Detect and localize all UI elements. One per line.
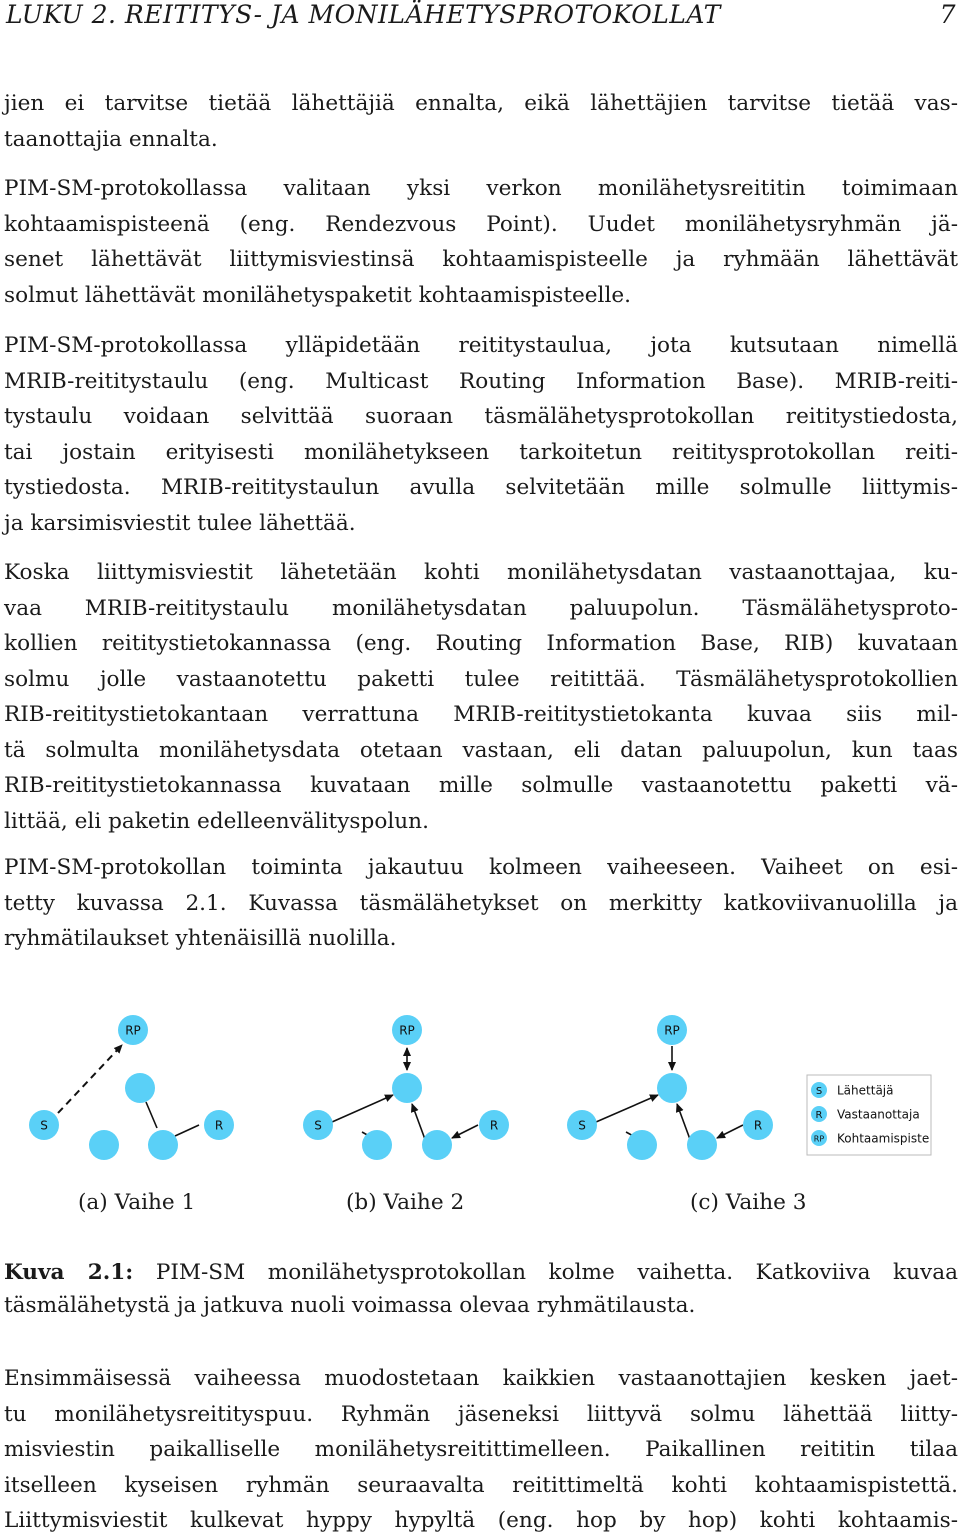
router-node	[125, 1073, 155, 1103]
text-line: kohtaamispisteenä (eng. Rendezvous Point). Uudet monilähetysryhmän jä-	[4, 211, 958, 237]
join-arrow	[452, 1125, 478, 1138]
caption-line	[4, 1256, 958, 1289]
router-node	[422, 1130, 452, 1160]
edge	[175, 1125, 199, 1136]
legend-text: Kohtaamispiste	[837, 1131, 930, 1146]
paragraph-5	[4, 850, 958, 957]
text-line: solmut lähettävät monilähetyspaketit kohtaamispisteelle.	[4, 282, 632, 308]
text-line: tetty kuvassa 2.1. Kuvassa täsmälähetykset on merkitty katkoviivanuolilla ja	[4, 890, 958, 916]
receiver-label: R	[489, 1118, 499, 1133]
figure-legend	[807, 1075, 931, 1155]
text-line: tä solmulta monilähetysdata otetaan vastaan, eli datan paluupolun, kun taas	[4, 737, 958, 763]
sender-label: S	[578, 1118, 586, 1133]
paragraph-2	[4, 171, 958, 313]
caption-line: täsmälähetystä ja jatkuva nuoli voimassa olevaa ryhmätilausta.	[4, 1293, 696, 1318]
receiver-label: R	[753, 1118, 763, 1133]
text-line: tai jostain erityisesti monilähetykseen tarkoitetun reititysprotokollan reiti-	[4, 439, 958, 465]
text-line: RIB-reititystietokannassa kuvataan mille solmulle vastaanotettu paketti vä-	[4, 773, 958, 798]
text-line: PIM-SM-protokollan toiminta jakautuu kolmeen vaiheeseen. Vaiheet on esi-	[4, 855, 958, 880]
text-line: tu monilähetysreitityspuu. Ryhmän jäseneksi liittyvä solmu lähettää liitty-	[4, 1401, 958, 1427]
router-node	[687, 1130, 717, 1160]
paragraph-6	[4, 1361, 958, 1539]
caption-text: PIM-SM monilähetysprotokollan kolme vaihetta. Katkoviiva kuvaa	[155, 1260, 958, 1285]
receiver-label: R	[214, 1118, 224, 1133]
paragraph-4	[4, 555, 958, 839]
pim-sm-figure	[0, 1005, 960, 1205]
text-line: Liittymisviestit kulkevat hyppy hypyltä (eng. hop by hop) kohti kohtaamis-	[4, 1508, 958, 1533]
figure-caption	[4, 1256, 958, 1322]
text-line: PIM-SM-protokollassa valitaan yksi verkon monilähetysreititin toimimaan	[4, 176, 958, 201]
text-line: tystiedosta. MRIB-reititystaulun avulla selvitetään mille solmulle liittymis-	[4, 475, 958, 500]
join-arrow	[596, 1095, 658, 1122]
rp-label: RP	[125, 1023, 141, 1038]
join-arrow	[677, 1104, 691, 1142]
join-arrow	[717, 1125, 743, 1138]
router-node	[392, 1073, 422, 1103]
panel-a	[29, 1015, 234, 1160]
text-line: Koska liittymisviestit lähetetään kohti monilähetysdatan vastaanottajaa, ku-	[4, 560, 958, 585]
legend-text: Vastaanottaja	[837, 1107, 920, 1122]
panel-c	[567, 1015, 773, 1160]
caption-label: Kuva 2.1:	[4, 1260, 134, 1285]
paragraph-3	[4, 328, 958, 541]
router-node	[362, 1130, 392, 1160]
sender-label: S	[40, 1118, 48, 1133]
router-node	[89, 1130, 119, 1160]
legend-symbol: R	[815, 1110, 823, 1121]
text-line: itselleen kyseisen ryhmän seuraavalta reitittimeltä kohti kohtaamispistettä.	[4, 1472, 958, 1498]
subcaption-c: (c) Vaihe 3	[690, 1190, 807, 1215]
router-node	[627, 1130, 657, 1160]
unicast-dashed-arrow	[58, 1045, 122, 1113]
text-line: taanottajia ennalta.	[4, 126, 218, 152]
text-line: MRIB-reititystaulu (eng. Multicast Routing Information Base). MRIB-reiti-	[4, 368, 958, 394]
paragraph-1	[4, 86, 958, 157]
edge	[146, 1102, 157, 1128]
text-line: ryhmätilaukset yhtenäisillä nuolilla.	[4, 926, 397, 951]
subcaption-a: (a) Vaihe 1	[78, 1190, 196, 1215]
rp-label: RP	[399, 1023, 415, 1038]
join-arrow	[412, 1104, 426, 1142]
text-line: solmu jolle vastaanotettu paketti tulee reitittää. Täsmälähetysprotokollien	[4, 666, 958, 692]
text-line: PIM-SM-protokollassa ylläpidetään reititystaulua, jota kutsutaan nimellä	[4, 333, 958, 358]
router-node	[148, 1130, 178, 1160]
join-arrow	[332, 1095, 393, 1122]
text-line: tystaulu voidaan selvittää suoraan täsmälähetysprotokollan reititystiedosta,	[4, 404, 958, 429]
text-line: ja karsimisviestit tulee lähettää.	[4, 510, 356, 536]
panel-b	[303, 1015, 509, 1160]
subcaption-b: (b) Vaihe 2	[346, 1190, 465, 1215]
page-number: 7	[939, 0, 956, 29]
text-line: vaa MRIB-reititystaulu monilähetysdatan paluupolun. Täsmälähetysproto-	[4, 595, 958, 621]
text-line: senet lähettävät liittymisviestinsä kohtaamispisteelle ja ryhmään lähettävät	[4, 247, 958, 272]
text-line: RIB-reititystietokantaan verrattuna MRIB-reititystietokanta kuvaa siis mil-	[4, 702, 958, 727]
legend-symbol: RP	[813, 1134, 825, 1144]
rp-label: RP	[664, 1023, 680, 1038]
legend-text: Lähettäjä	[837, 1083, 894, 1098]
page-header	[6, 0, 956, 32]
text-line: Ensimmäisessä vaiheessa muodostetaan kaikkien vastaanottajien kesken jaet-	[4, 1366, 958, 1391]
text-line: misviestin paikalliselle monilähetysreitittimelleen. Paikallinen reititin tilaa	[4, 1437, 958, 1462]
text-line: jien ei tarvitse tietää lähettäjiä ennalta, eikä lähettäjien tarvitse tietää vas-	[4, 91, 958, 116]
text-line: kollien reititystietokannassa (eng. Routing Information Base, RIB) kuvataan	[4, 631, 958, 656]
chapter-title: LUKU 2. REITITYS- JA MONILÄHETYSPROTOKOLLAT	[6, 0, 721, 29]
sender-label: S	[314, 1118, 322, 1133]
legend-symbol: S	[815, 1086, 823, 1097]
text-line: littää, eli paketin edelleenvälityspolun.	[4, 808, 429, 834]
router-node	[657, 1073, 687, 1103]
